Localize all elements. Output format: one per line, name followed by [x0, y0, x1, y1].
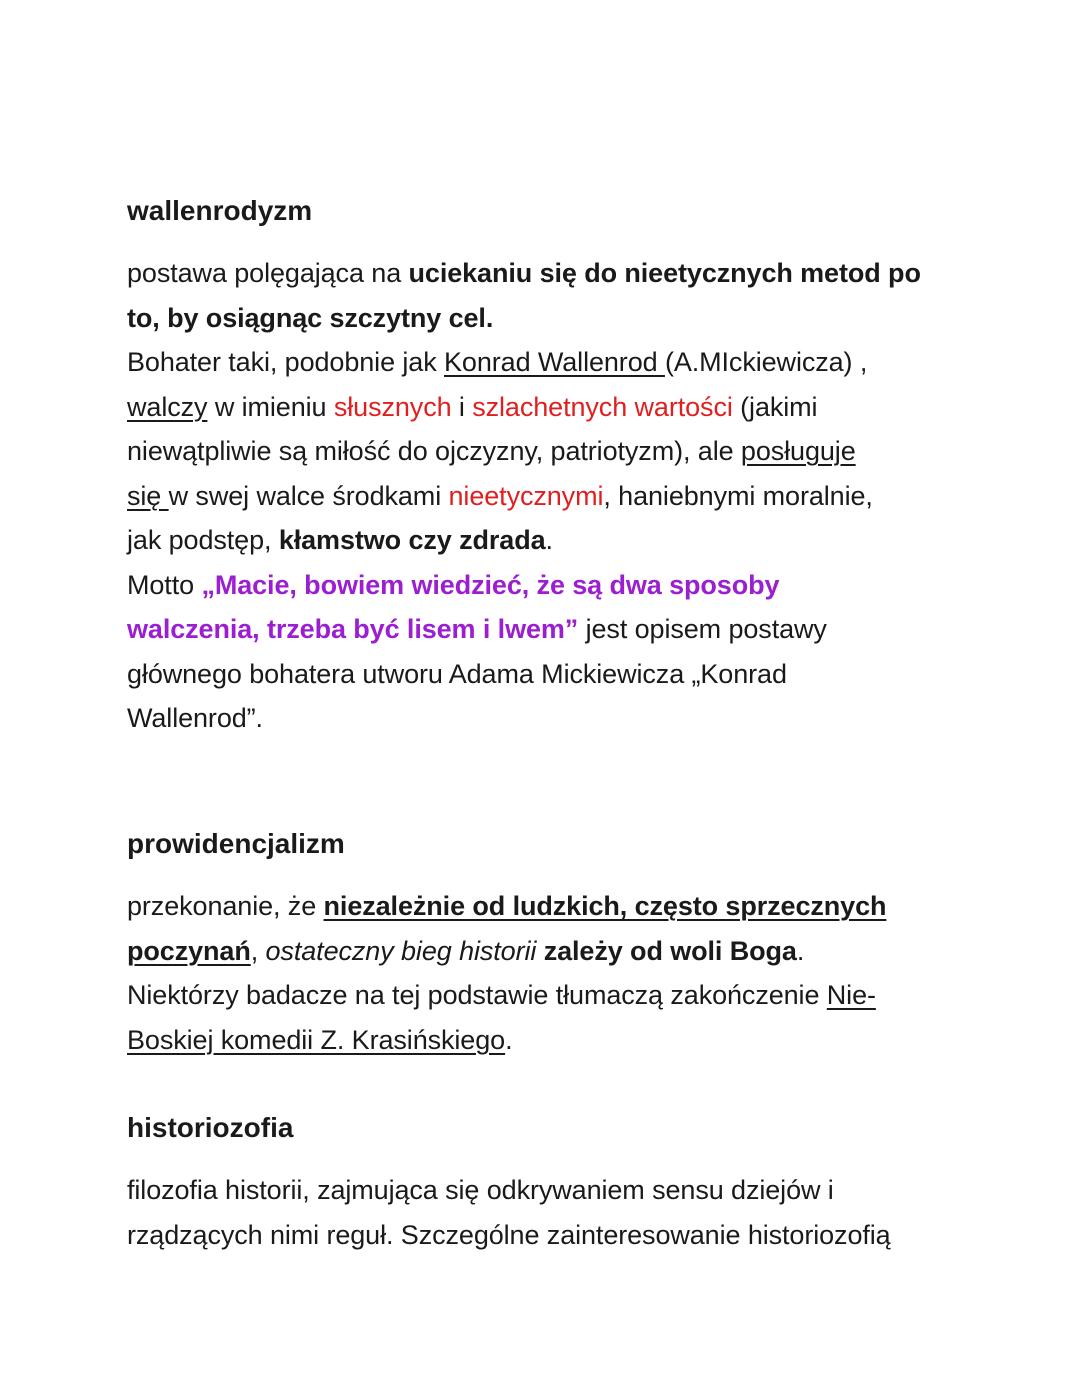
- underlined-text: Boskiej komedii Z. Krasińskiego: [127, 1024, 506, 1055]
- underlined-text: się: [127, 480, 169, 511]
- underlined-text: Konrad Wallenrod: [444, 347, 665, 377]
- text-line: [127, 296, 957, 341]
- text-line: [127, 1213, 957, 1258]
- text-run: (A.MIckiewicza) ,: [664, 347, 868, 377]
- text-run: , haniebnymi moralnie,: [603, 480, 873, 511]
- text-run: niewątpliwie są miłość do ojczyzny, patriotyzm), ale: [127, 436, 741, 466]
- bold-text: uciekaniu się do nieetycznych metod po: [408, 258, 921, 288]
- text-run: Niektórzy badacze na tej podstawie tłumaczą zakończenie: [127, 980, 827, 1010]
- text-run: Wallenrod”.: [127, 703, 263, 733]
- bold-text: zależy od woli Boga: [543, 935, 797, 966]
- definition-prowidencjalizm: [127, 884, 957, 1062]
- text-run: w imieniu: [207, 391, 334, 422]
- text-run: .: [545, 525, 553, 555]
- text-line: [127, 251, 957, 296]
- text-line: [127, 1168, 957, 1213]
- text-line: [127, 474, 957, 519]
- text-run: ,: [250, 935, 266, 966]
- underlined-text: posługuje: [740, 436, 856, 466]
- text-run: przekonanie, że: [127, 891, 324, 921]
- text-run: i: [451, 391, 473, 422]
- text-run: filozofia historii, zajmująca się odkrywaniem sensu dziejów i: [127, 1175, 834, 1205]
- text-line: [127, 385, 957, 430]
- text-line: [127, 929, 957, 974]
- text-line: [127, 607, 957, 652]
- text-run: Bohater taki, podobnie jak: [127, 347, 445, 377]
- bold-text: kłamstwo czy zdrada: [278, 525, 546, 555]
- motto-quote: walczenia, trzeba być lisem i lwem”: [127, 614, 579, 644]
- text-line: [127, 696, 957, 741]
- term-heading-historiozofia: historiozofia: [127, 1112, 294, 1143]
- definition-wallenrodyzm: [127, 251, 957, 741]
- red-text: słusznych: [333, 391, 452, 422]
- bold-underlined-text: poczynań: [127, 935, 251, 966]
- text-run: w swej walce środkami: [168, 480, 449, 511]
- text-run: głównego bohatera utworu Adama Mickiewicza „Konrad: [127, 658, 787, 689]
- text-line: [127, 563, 957, 608]
- bold-underlined-text: niezależnie od ludzkich, często sprzecznych: [323, 891, 887, 921]
- text-run: .: [505, 1024, 513, 1055]
- italic-text: ostateczny bieg historii: [265, 935, 537, 966]
- underlined-text: walczy: [127, 391, 208, 422]
- text-line: [127, 1018, 957, 1063]
- definition-historiozofia: [127, 1168, 957, 1257]
- text-run: rządzących nimi reguł. Szczególne zainteresowanie historiozofią: [127, 1219, 891, 1250]
- text-run: jest opisem postawy: [578, 614, 827, 644]
- text-run: postawa polęgająca na: [127, 258, 409, 288]
- motto-quote: „Macie, bowiem wiedzieć, że są dwa sposoby: [201, 569, 780, 600]
- text-line: [127, 652, 957, 697]
- red-text: szlachetnych wartości: [472, 391, 733, 422]
- text-run: (jakimi: [732, 391, 818, 422]
- text-run: [536, 936, 543, 966]
- text-line: [127, 429, 957, 474]
- text-line: [127, 884, 957, 929]
- text-line: [127, 340, 957, 385]
- text-run: jak podstęp,: [127, 525, 279, 555]
- bold-text: to, by osiągnąc szczytny cel.: [127, 302, 494, 333]
- red-text: nieetycznymi: [448, 480, 604, 511]
- text-run: .: [796, 935, 805, 966]
- text-line: [127, 973, 957, 1018]
- text-run: Motto: [127, 569, 202, 600]
- underlined-text: Nie-: [826, 980, 876, 1010]
- term-heading-wallenrodyzm: wallenrodyzm: [127, 195, 313, 226]
- text-line: [127, 518, 957, 563]
- term-heading-prowidencjalizm: prowidencjalizm: [127, 828, 345, 859]
